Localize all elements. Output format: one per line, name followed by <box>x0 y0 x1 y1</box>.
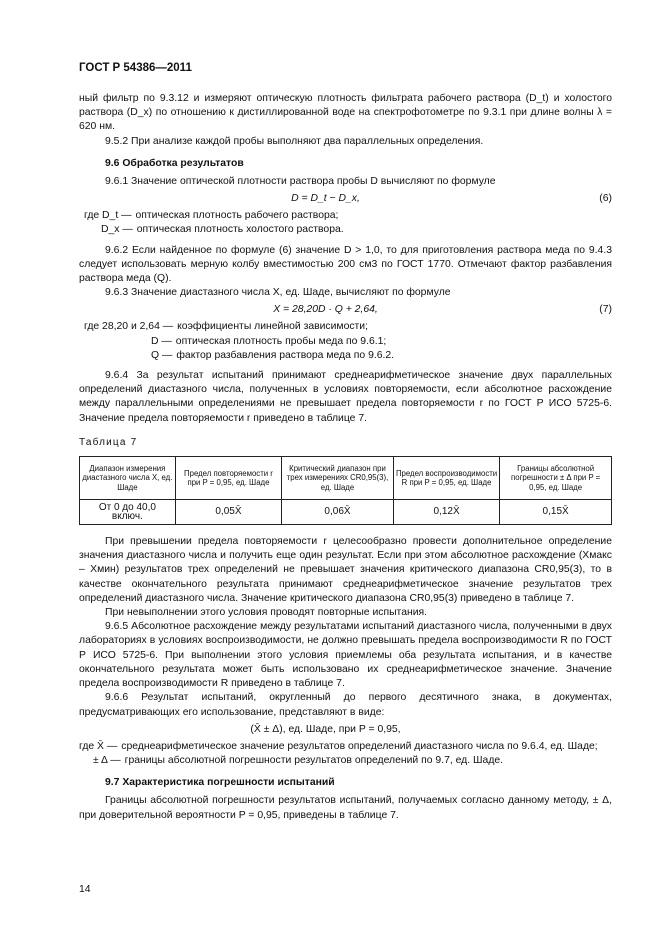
where-value: границы абсолютной погрешности результатов определений по 9.7, ед. Шаде. <box>124 754 504 766</box>
document-header: ГОСТ Р 54386—2011 <box>79 62 192 74</box>
table-cell: 0,06X̄ <box>282 500 394 525</box>
table-7 <box>79 456 612 525</box>
section-heading-9-6: 9.6 Обработка результатов <box>105 157 244 169</box>
where-value: коэффициенты линейной зависимости; <box>177 321 369 333</box>
document-body <box>79 92 612 823</box>
where-item <box>79 754 612 768</box>
where-key: D_x — <box>101 224 133 236</box>
table-cell: 0,15X̄ <box>500 500 612 525</box>
paragraph-9-5-2: 9.5.2 При анализе каждой пробы выполняют два параллельных определения. <box>105 135 484 147</box>
where-key: ± Δ — <box>93 754 121 766</box>
result-formula-expression: (X̄ ± Δ), ед. Шаде, при P = 0,95, <box>250 723 401 735</box>
paragraph-repeatability-exceeded: При превышении предела повторяемости r целесообразно провести дополнительное определение значения диастазного числа и получить еще один результат. Если при этом абсолютное расхождение (Xмакс – Xмин) результатов трех определений не превышает значения критического диапазона CR0,95(3), то в качестве окончательного результата принимают среднеарифметическое значение результатов трех определений диастазного числа. Значение критического диапазона CR0,95(3) приведено в таблице 7. <box>79 536 612 604</box>
where-item <box>79 335 612 349</box>
table-header-cell: Критический диапазон при трех измерениях CR0,95(3), ед. Шаде <box>282 457 394 500</box>
where-value: фактор разбавления раствора меда по 9.6.2. <box>176 349 395 361</box>
table-row <box>80 500 612 525</box>
where-item <box>79 349 612 363</box>
where-key: D — <box>151 335 172 347</box>
table-header-cell: Диапазон измерения диастазного числа X, ед. Шаде <box>80 457 176 500</box>
where-key: где 28,20 и 2,64 — <box>84 321 174 333</box>
where-key: где X̄ — <box>79 740 118 752</box>
paragraph-9-6-4: 9.6.4 За результат испытаний принимают среднеарифметическое значение двух параллельных определений диастазного числа, полученных в условиях повторяемости, если абсолютное расхождение между параллельными определениями не превышает предела повторяемости r по ГОСТ Р ИСО 5725-6. Значение предела повторяемости r приведено в таблице 7. <box>79 370 612 424</box>
paragraph-9-7: Границы абсолютной погрешности результатов испытаний, получаемых согласно данному методу, ± Δ, при доверительной вероятности P = 0,95, приведены в таблице 7. <box>79 795 612 821</box>
paragraph-9-6-1: 9.6.1 Значение оптической плотности раствора пробы D вычисляют по формуле <box>105 176 496 188</box>
page-number: 14 <box>79 884 91 895</box>
where-item <box>79 320 612 334</box>
paragraph-9-6-5: 9.6.5 Абсолютное расхождение между результатами испытаний диастазного числа, полученными в двух лабораториях в условиях воспроизводимости, не должно превышать предела воспроизводимости R по ГОСТ Р ИСО 5725-6. При выполнении этого условия приемлемы оба результата испытания, и в качестве окончательного результата может быть использовано их среднеарифметическое значение. Значение предела воспроизводимости R приведено в таблице 7. <box>79 621 612 690</box>
paragraph-continuation: ный фильтр по 9.3.12 и измеряют оптическую плотность фильтрата рабочего раствора (D_t) и холостого раствора (D_x) по отношению к дистиллированной воде на спектрофотометре по 9.3.1 при длине волны λ = 620 нм. <box>79 93 612 133</box>
paragraph-condition-failed: При невыполнении этого условия проводят повторные испытания. <box>105 607 428 619</box>
table-cell: 0,12X̄ <box>393 500 499 525</box>
formula-6-number: (6) <box>599 193 612 205</box>
table-cell: От 0 до 40,0 включ. <box>80 500 176 525</box>
where-item <box>79 740 612 754</box>
paragraph-9-6-3: 9.6.3 Значение диастазного числа X, ед. Шаде, вычисляют по формуле <box>105 287 451 299</box>
result-formula <box>79 720 612 740</box>
formula-6 <box>79 189 612 209</box>
paragraph-9-6-6: 9.6.6 Результат испытаний, округленный до первого десятичного знака, в документах, предусматривающих его использование, представляют в виде: <box>79 692 612 718</box>
where-value: среднеарифметическое значение результатов определений диастазного числа по 9.6.4, ед. Шаде; <box>121 740 598 752</box>
where-key: Q — <box>151 349 173 361</box>
table-header-cell: Предел повторяемости r при P = 0,95, ед. Шаде <box>175 457 281 500</box>
where-value: оптическая плотность рабочего раствора; <box>135 210 339 222</box>
formula-7-expression: X = 28,20D · Q + 2,64, <box>273 304 378 316</box>
table-caption: Таблица 7 <box>79 436 138 448</box>
where-value: оптическая плотность холостого раствора. <box>136 224 344 236</box>
where-item <box>79 223 612 237</box>
section-heading-9-7: 9.7 Характеристика погрешности испытаний <box>105 777 335 789</box>
paragraph-9-6-2: 9.6.2 Если найденное по формуле (6) значение D > 1,0, то для приготовления раствора меда по 9.4.3 следует использовать мерную колбу вместимостью 200 см3 по ГОСТ 1770. Отмечают фактор разбавления раствора меда (Q). <box>79 244 612 285</box>
where-value: оптическая плотность пробы меда по 9.6.1; <box>175 335 387 347</box>
table-header-row <box>80 457 612 500</box>
table-cell: 0,05X̄ <box>175 500 281 525</box>
formula-7 <box>79 300 612 320</box>
table-header-cell: Предел воспроизводимости R при P = 0,95, ед. Шаде <box>393 457 499 500</box>
where-item <box>79 209 612 223</box>
formula-7-number: (7) <box>599 304 612 316</box>
where-key: где D_t — <box>84 210 132 222</box>
table-header-cell: Границы абсолютной погрешности ± Δ при P = 0,95, ед. Шаде <box>500 457 612 500</box>
formula-6-expression: D = D_t − D_x, <box>291 193 360 205</box>
